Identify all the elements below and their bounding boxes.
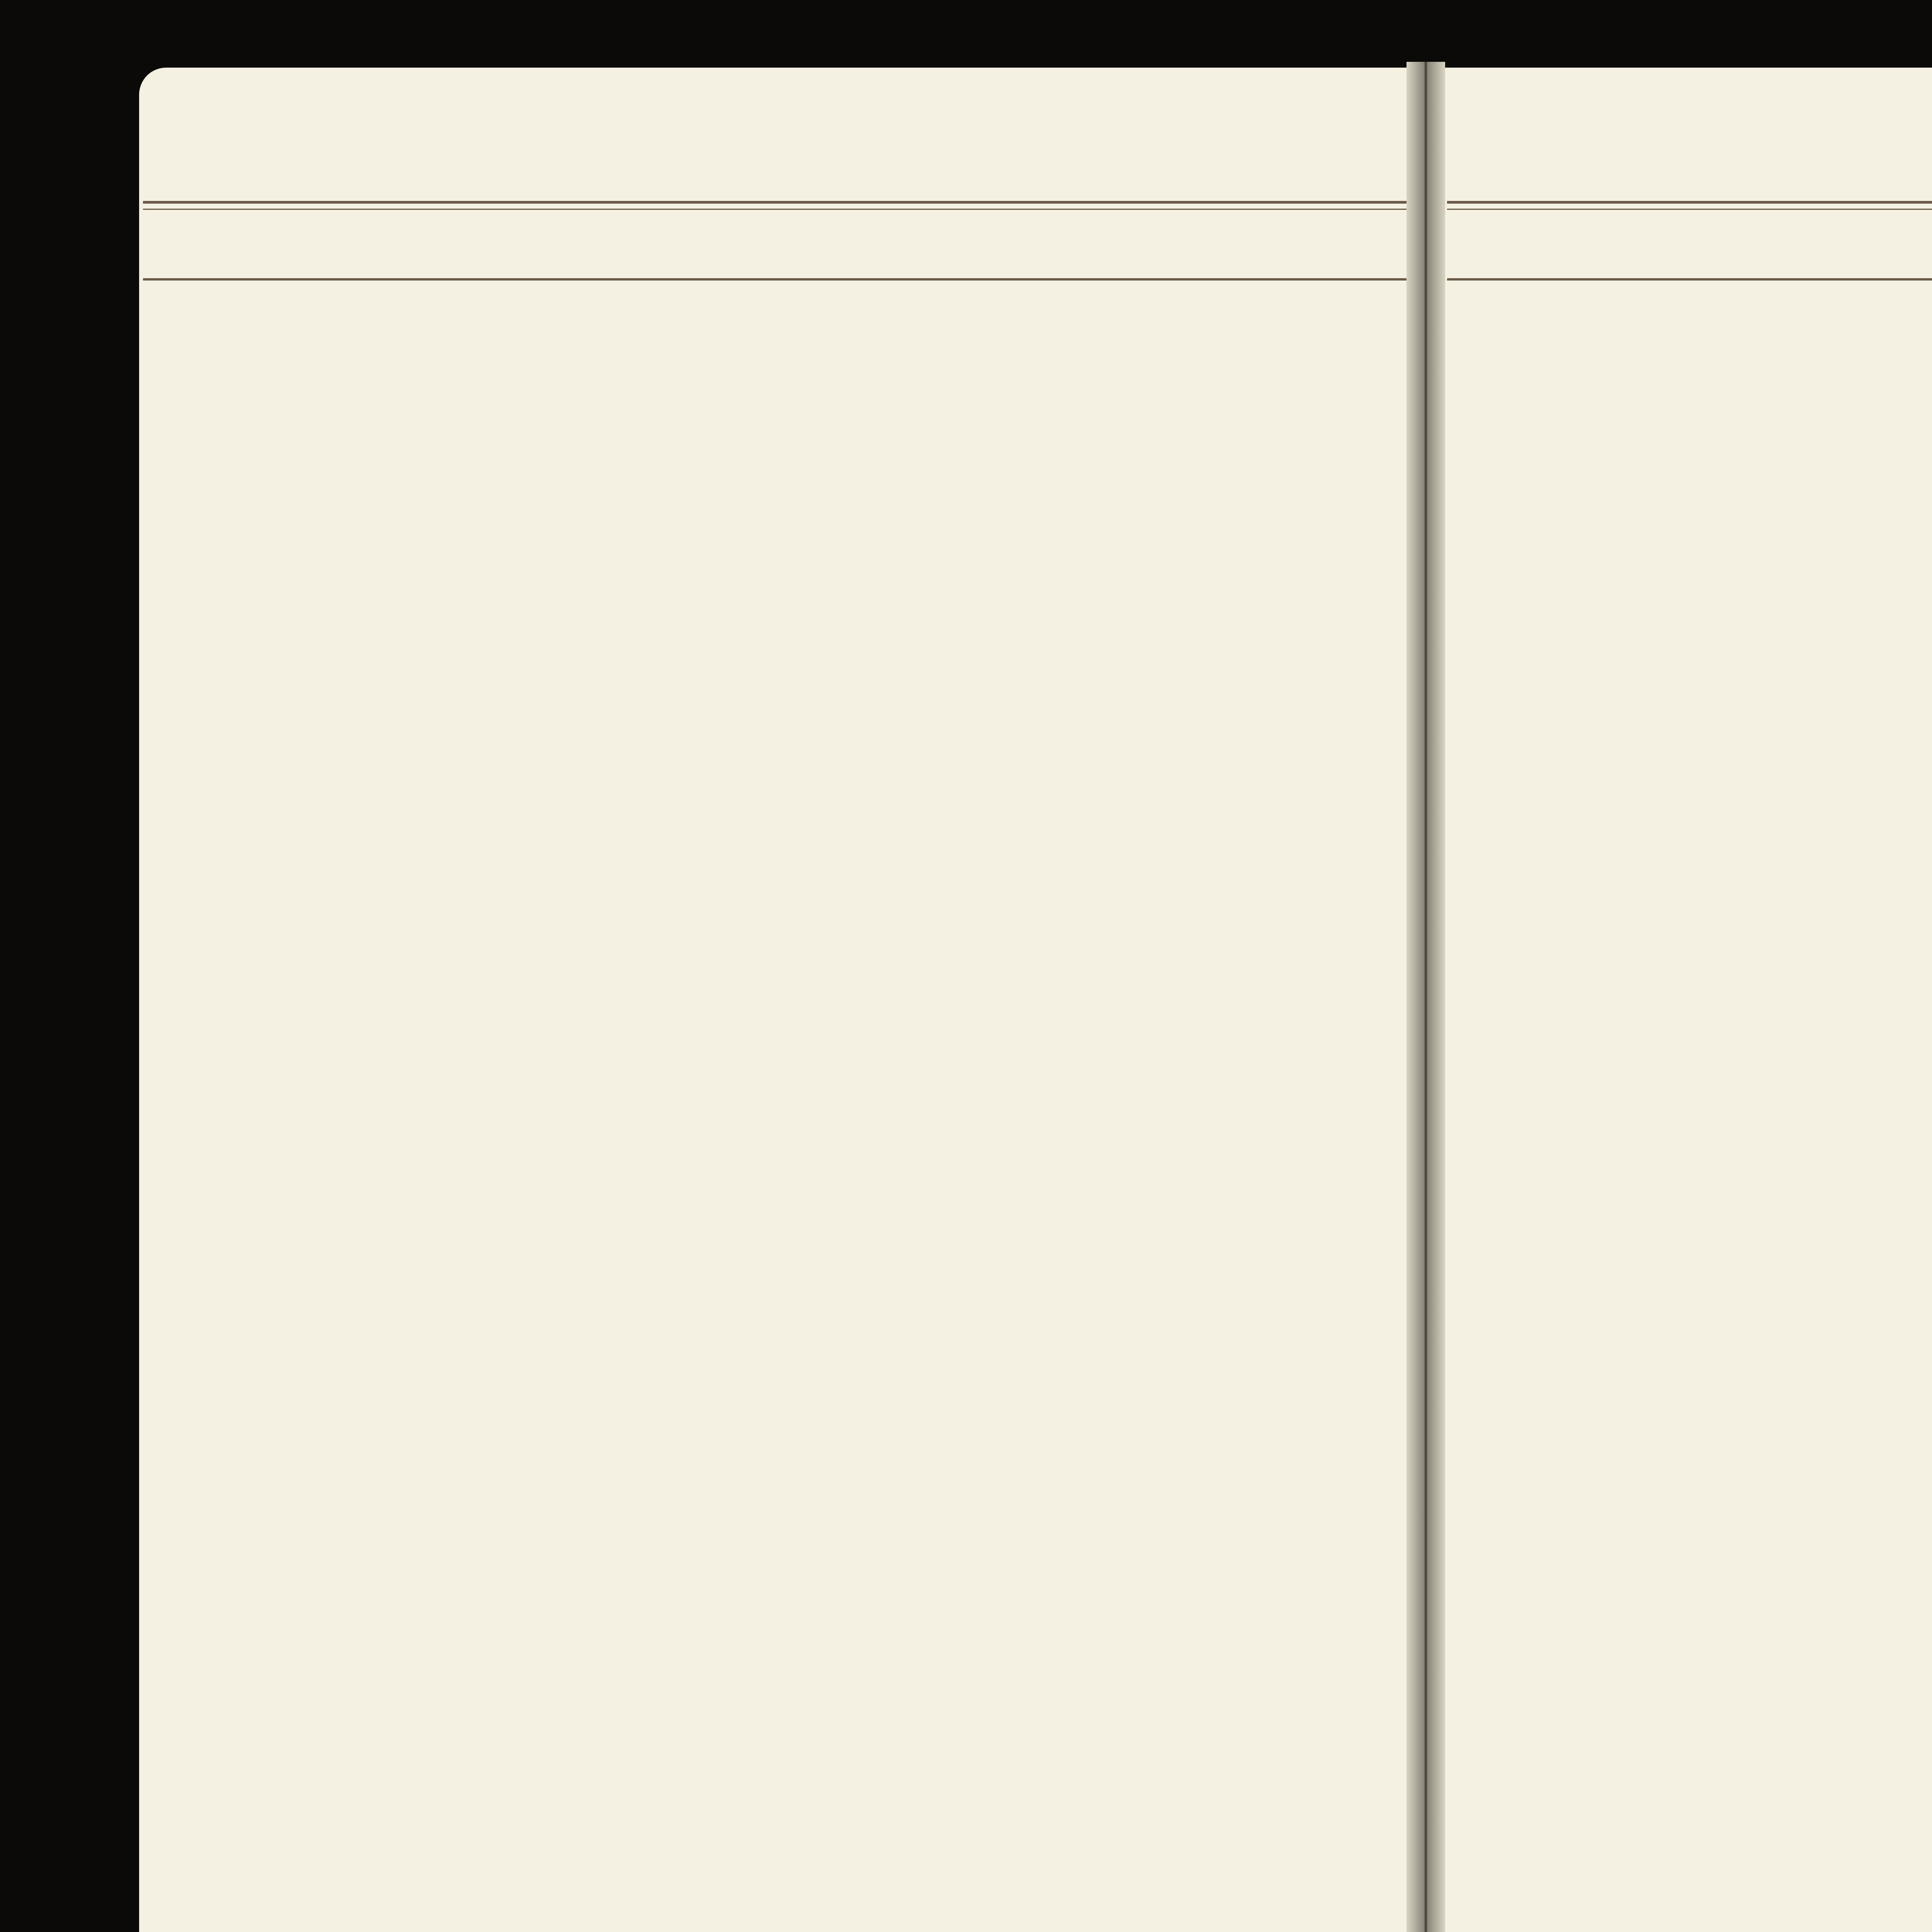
header-rule-bottom-left: [143, 278, 1406, 281]
header-rule-top-right: [1447, 201, 1932, 204]
header-rule-top-left-thin: [143, 209, 1406, 210]
header-rule-bottom-right: [1447, 278, 1932, 281]
right-page: [1426, 68, 1932, 1932]
header-rule-top-left: [143, 201, 1406, 204]
book-gutter: [1406, 62, 1445, 1932]
left-page: [139, 68, 1424, 1932]
header-rule-top-right-thin: [1447, 209, 1932, 210]
